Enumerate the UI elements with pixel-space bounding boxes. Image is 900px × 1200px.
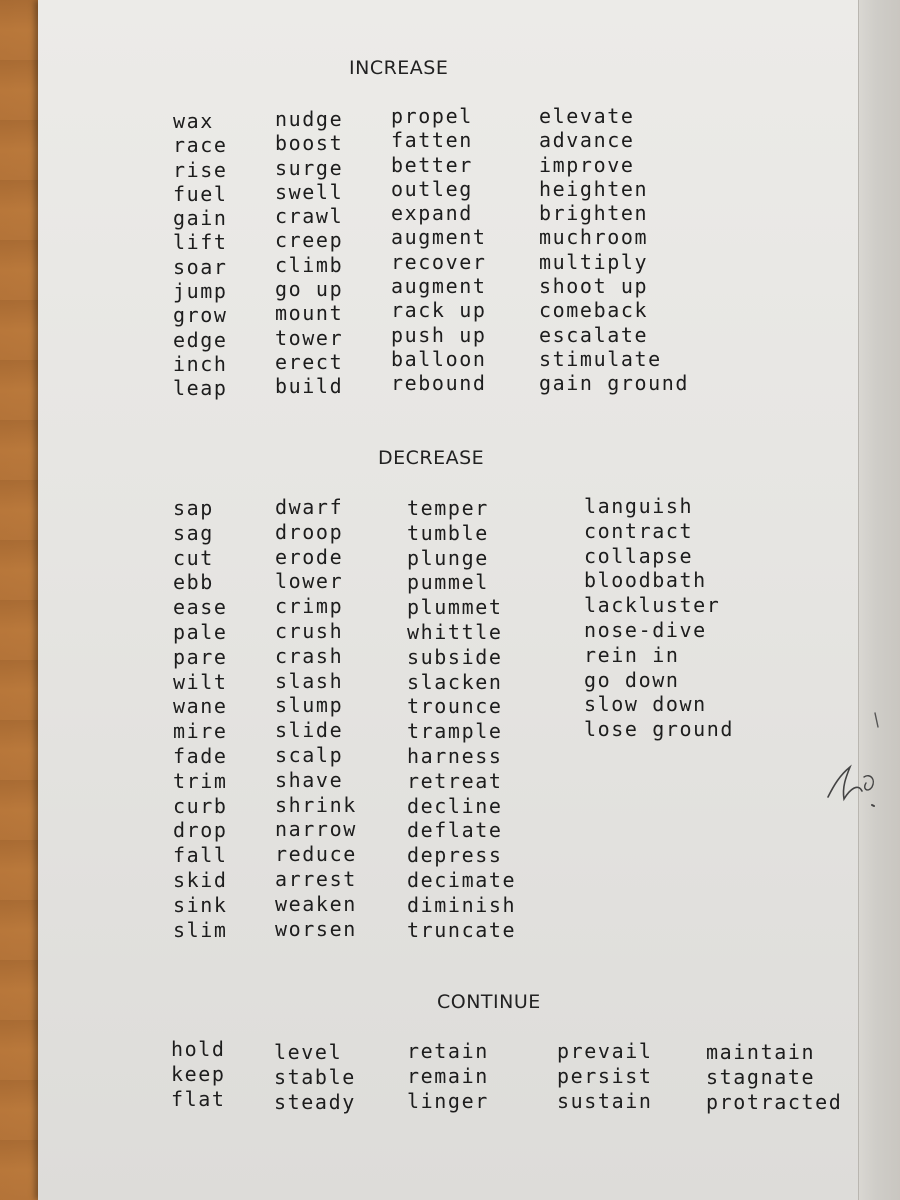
word: rise [173,157,228,182]
word: mire [173,719,228,744]
word: creep [275,228,344,253]
word: sustain [557,1089,653,1113]
word: prevail [557,1039,653,1063]
decrease-column-3 [407,496,516,942]
word: bloodbath [584,568,707,593]
word: nudge [275,107,344,131]
increase-column-2 [275,107,343,399]
word: soar [173,254,228,279]
word: edge [173,327,228,352]
word: fall [173,843,228,868]
word: augment [391,225,487,250]
word: wax [173,109,214,133]
word: weaken [275,891,357,916]
word: maintain [706,1040,816,1064]
continue-column-4 [557,1039,653,1114]
word: lower [275,569,344,594]
word: improve [539,152,635,177]
word: rebound [391,371,487,396]
word: collapse [584,543,694,568]
word: contract [584,518,694,543]
word: lose ground [584,717,735,742]
increase-column-1 [173,109,228,401]
section-heading-decrease: DECREASE [378,447,485,469]
section-heading-continue: CONTINUE [437,991,541,1013]
word: climb [275,252,344,277]
word: gain ground [539,371,690,396]
word: race [173,133,228,158]
word: whittle [407,619,503,644]
word: go up [275,277,344,302]
word: erode [275,544,344,569]
word: jump [173,279,228,304]
word: augment [391,274,487,299]
word: trounce [407,694,503,719]
word: rack up [391,298,487,323]
word: multiply [539,249,649,274]
word: build [275,374,344,399]
word: slow down [584,692,707,717]
word: skid [173,867,228,892]
continue-column-2 [274,1040,356,1115]
word: mount [275,301,344,326]
word: crawl [275,204,344,229]
word: surge [275,155,344,180]
word: pare [173,644,228,669]
word: plummet [407,595,503,620]
continue-column-3 [407,1039,489,1114]
word: crush [275,618,344,643]
increase-column-3 [391,104,487,396]
word: advance [539,128,635,153]
word: stable [274,1065,356,1089]
word: push up [391,322,487,347]
decrease-column-2 [275,495,357,941]
word: escalate [539,322,649,347]
word: recover [391,249,487,274]
word: lift [173,230,228,255]
word: balloon [391,346,487,371]
word: reduce [275,842,357,867]
word: fuel [173,181,228,206]
word: remain [407,1064,489,1088]
word: narrow [275,817,357,842]
word: boost [275,131,344,156]
word: crash [275,643,344,668]
word: slim [173,917,228,942]
word: outleg [391,176,473,201]
word: swell [275,179,344,204]
word: worsen [275,916,357,941]
word: tower [275,325,344,350]
word: elevate [539,104,635,128]
word: arrest [275,866,357,891]
word: propel [391,104,473,128]
word: stagnate [706,1065,816,1089]
decrease-column-1 [173,496,228,942]
word: go down [584,667,680,692]
word: ebb [173,570,214,595]
word: inch [173,351,228,376]
word: trample [407,719,503,744]
word: decimate [407,867,517,892]
word: retain [407,1039,489,1063]
word: muchroom [539,225,649,250]
word: slash [275,668,344,693]
word: truncate [407,917,517,942]
increase-column-4 [539,104,689,396]
word: nose-dive [584,617,707,642]
word: sap [173,496,214,520]
word: pummel [407,570,489,595]
word: depress [407,843,503,868]
wood-table-background [0,0,40,1200]
word: fade [173,743,228,768]
decrease-column-4 [584,494,734,742]
handwritten-pencil-mark [820,705,890,815]
word: drop [173,818,228,843]
word: rein in [584,642,680,667]
word: pale [173,619,228,644]
word: grow [173,303,228,328]
word: tumble [407,520,489,545]
word: expand [391,201,473,226]
word: linger [407,1089,489,1113]
word: curb [173,793,228,818]
word: leap [173,376,228,401]
word: keep [171,1062,226,1086]
word: trim [173,768,228,793]
word: temper [407,496,489,520]
word: harness [407,743,503,768]
word: erect [275,349,344,374]
word: heighten [539,176,649,201]
word: fatten [391,128,473,153]
word: retreat [407,768,503,793]
word: dwarf [275,495,344,519]
word: brighten [539,201,649,226]
word: sag [173,520,214,545]
section-heading-increase: INCREASE [349,57,449,79]
word: gain [173,206,228,231]
word: languish [584,494,694,518]
word: slide [275,718,344,743]
word: protracted [706,1090,843,1114]
word: decline [407,793,503,818]
word: cut [173,545,214,570]
paper-edge [858,0,900,1200]
word: crimp [275,594,344,619]
word: slacken [407,669,503,694]
word: wane [173,694,228,719]
word: slump [275,693,344,718]
word: droop [275,519,344,544]
word: better [391,152,473,177]
continue-column-1 [171,1037,226,1112]
word: stimulate [539,346,662,371]
word: steady [274,1090,356,1114]
continue-column-5 [706,1040,842,1115]
word: shrink [275,792,357,817]
word: ease [173,595,228,620]
word: level [274,1040,343,1064]
word: hold [171,1037,226,1061]
word: sink [173,892,228,917]
word: diminish [407,892,517,917]
word: deflate [407,818,503,843]
word: scalp [275,742,344,767]
word: lackluster [584,593,721,618]
word: persist [557,1064,653,1088]
word: shave [275,767,344,792]
word: plunge [407,545,489,570]
word: shoot up [539,274,649,299]
word: wilt [173,669,228,694]
word: flat [171,1087,226,1111]
word: comeback [539,298,649,323]
word: subside [407,644,503,669]
